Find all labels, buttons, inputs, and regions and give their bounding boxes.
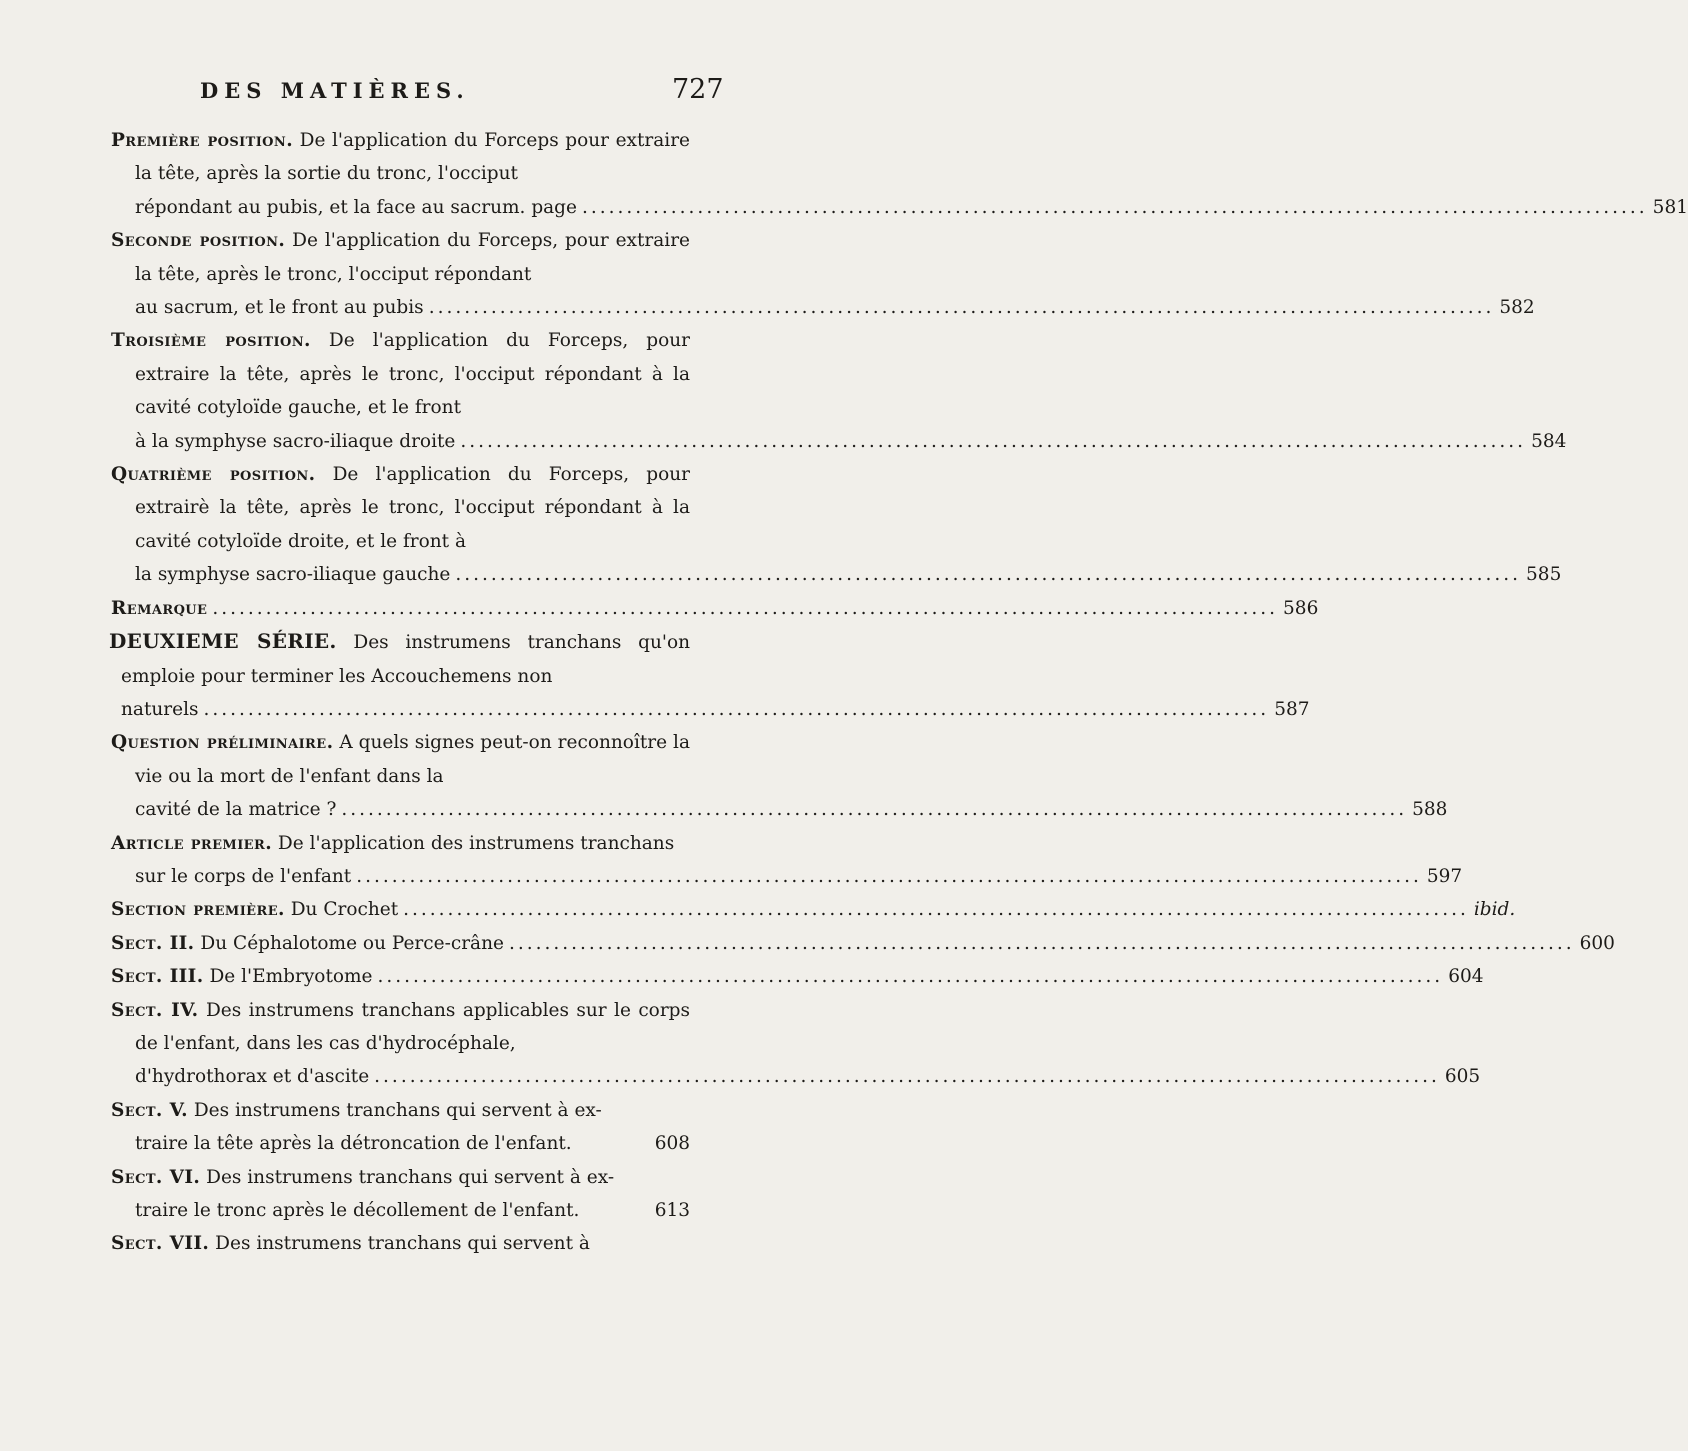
page-reference: ibid. bbox=[1473, 899, 1516, 921]
entry-heading: Remarque bbox=[111, 597, 208, 619]
page-reference: 604 bbox=[1448, 966, 1484, 988]
index-entry bbox=[111, 1227, 690, 1260]
dot-leader: ........................................................................................................................ bbox=[455, 564, 1522, 586]
page-number: 727 bbox=[672, 74, 724, 105]
entry-last-line: traire la tête après la détroncation de l'enfant. bbox=[135, 1133, 572, 1155]
entry-heading: Sect. II. bbox=[111, 932, 195, 954]
index-entry bbox=[111, 592, 1319, 625]
entry-last-line: la symphyse sacro-iliaque gauche bbox=[135, 564, 451, 586]
entry-text: Des instrumens tranchans applicables sur le corps de l'enfant, dans les cas d'hydrocéphale, bbox=[135, 999, 690, 1054]
index-entry bbox=[111, 960, 1484, 993]
entry-text: Du Crochet bbox=[284, 899, 399, 921]
entry-text: De l'application du Forceps, pour extrairè la tête, après le tronc, l'occiput répondant à la cavité cotyloïde droite, et le front à bbox=[135, 464, 690, 552]
dot-leader: ........................................................................................................................ bbox=[341, 799, 1408, 821]
entry-last-line: traire le tronc après le décollement de l'enfant. bbox=[135, 1200, 580, 1221]
dot-leader: ........................................................................................................................ bbox=[428, 297, 1495, 319]
entry-heading: Seconde position. bbox=[111, 230, 286, 252]
index-entry bbox=[111, 893, 1516, 926]
index-entry bbox=[111, 1094, 690, 1161]
entry-last-line: d'hydrothorax et d'ascite bbox=[135, 1066, 370, 1088]
page-reference: 588 bbox=[1412, 799, 1448, 821]
dot-leader: ........................................................................................................................ bbox=[356, 865, 1422, 887]
entry-heading: Sect. V. bbox=[111, 1099, 188, 1121]
page-reference: 586 bbox=[1283, 597, 1319, 619]
entry-text: De l'application du Forceps, pour extraire la tête, après le tronc, l'occiput répondant à la cavité cotyloïde gauche, et le front bbox=[135, 330, 690, 419]
entry-text: A quels signes peut-on reconnoître la vie ou la mort de l'enfant dans la bbox=[135, 732, 690, 787]
entry-text: De l'application du Forceps pour extraire la tête, après la sortie du tronc, l'occiput bbox=[135, 130, 690, 185]
entry-heading: Question préliminaire. bbox=[111, 732, 334, 754]
page-reference: 582 bbox=[1499, 297, 1535, 319]
entry-text: De l'application du Forceps, pour extraire la tête, après le tronc, l'occiput répondant bbox=[135, 230, 691, 285]
entry-last-line: cavité de la matrice ? bbox=[135, 799, 337, 821]
index-entry bbox=[111, 458, 1562, 592]
entry-last-line: sur le corps de l'enfant bbox=[135, 865, 352, 887]
running-header bbox=[0, 74, 800, 118]
entry-heading: Première position. bbox=[111, 130, 294, 151]
dot-leader: ........................................................................................................................ bbox=[403, 899, 1469, 921]
index-entry bbox=[109, 625, 1310, 726]
dot-leader: ........................................................................................................................ bbox=[203, 698, 1270, 720]
entry-text: Des instrumens tranchans qu'on emploie pour terminer les Accouchemens non bbox=[121, 632, 690, 687]
index-entry bbox=[111, 827, 1463, 894]
running-title: DES MATIÈRES. bbox=[200, 78, 470, 103]
entry-text: De l'Embryotome bbox=[203, 966, 373, 988]
entry-heading: Troisième position. bbox=[111, 330, 311, 352]
page-reference: 608 bbox=[654, 1133, 690, 1155]
entry-text: Des instrumens tranchans qui servent à ex- bbox=[200, 1166, 615, 1188]
index-entry bbox=[111, 1161, 690, 1228]
dot-leader: ........................................................................................................................ bbox=[581, 196, 1648, 218]
entry-heading: Sect. VI. bbox=[111, 1166, 201, 1188]
entry-text: De l'application des instrumens tranchans bbox=[272, 832, 675, 854]
entry-text: Du Céphalotome ou Perce-crâne bbox=[194, 932, 504, 954]
entry-text: Des instrumens tranchans qui servent à ex- bbox=[187, 1099, 602, 1121]
entry-heading: Quatrième position. bbox=[111, 464, 316, 486]
dot-leader: ........................................................................................................................ bbox=[374, 1066, 1440, 1088]
entry-heading: Article premier. bbox=[111, 832, 273, 854]
page-reference: 587 bbox=[1274, 698, 1310, 720]
entry-last-line: au sacrum, et le front au pubis bbox=[135, 297, 424, 319]
index-entry bbox=[111, 994, 1481, 1094]
index-entry bbox=[111, 726, 1448, 826]
page-reference: 597 bbox=[1426, 865, 1463, 887]
dot-leader: ........................................................................................................................ bbox=[508, 932, 1575, 954]
index-entry bbox=[111, 224, 1535, 324]
entry-last-line: répondant au pubis, et la face au sacrum. page bbox=[135, 196, 577, 218]
page-reference: 605 bbox=[1444, 1066, 1481, 1088]
entry-last-line: à la symphyse sacro-iliaque droite bbox=[135, 430, 456, 452]
index-entry bbox=[111, 927, 1615, 960]
dot-leader: ........................................................................................................................ bbox=[212, 597, 1279, 619]
entry-heading: DEUXIEME SÉRIE. bbox=[109, 629, 337, 654]
dot-leader: ........................................................................................................................ bbox=[377, 966, 1444, 988]
index-entry bbox=[111, 324, 1567, 458]
page-reference: 584 bbox=[1531, 430, 1567, 452]
entry-heading: Sect. VII. bbox=[111, 1233, 210, 1255]
index-entries bbox=[0, 124, 1688, 1261]
page-reference: 613 bbox=[654, 1200, 690, 1221]
entry-heading: Section première. bbox=[111, 899, 285, 921]
entry-text: Des instrumens tranchans qui servent à bbox=[209, 1233, 590, 1255]
entry-last-line: naturels bbox=[121, 698, 199, 720]
dot-leader: ........................................................................................................................ bbox=[460, 430, 1527, 452]
entry-heading: Sect. III. bbox=[111, 966, 204, 988]
index-entry bbox=[111, 124, 1688, 224]
page-reference: 600 bbox=[1579, 932, 1615, 954]
page-reference: 581 bbox=[1652, 196, 1688, 218]
entry-heading: Sect. IV. bbox=[111, 999, 199, 1021]
page-reference: 585 bbox=[1526, 564, 1562, 586]
